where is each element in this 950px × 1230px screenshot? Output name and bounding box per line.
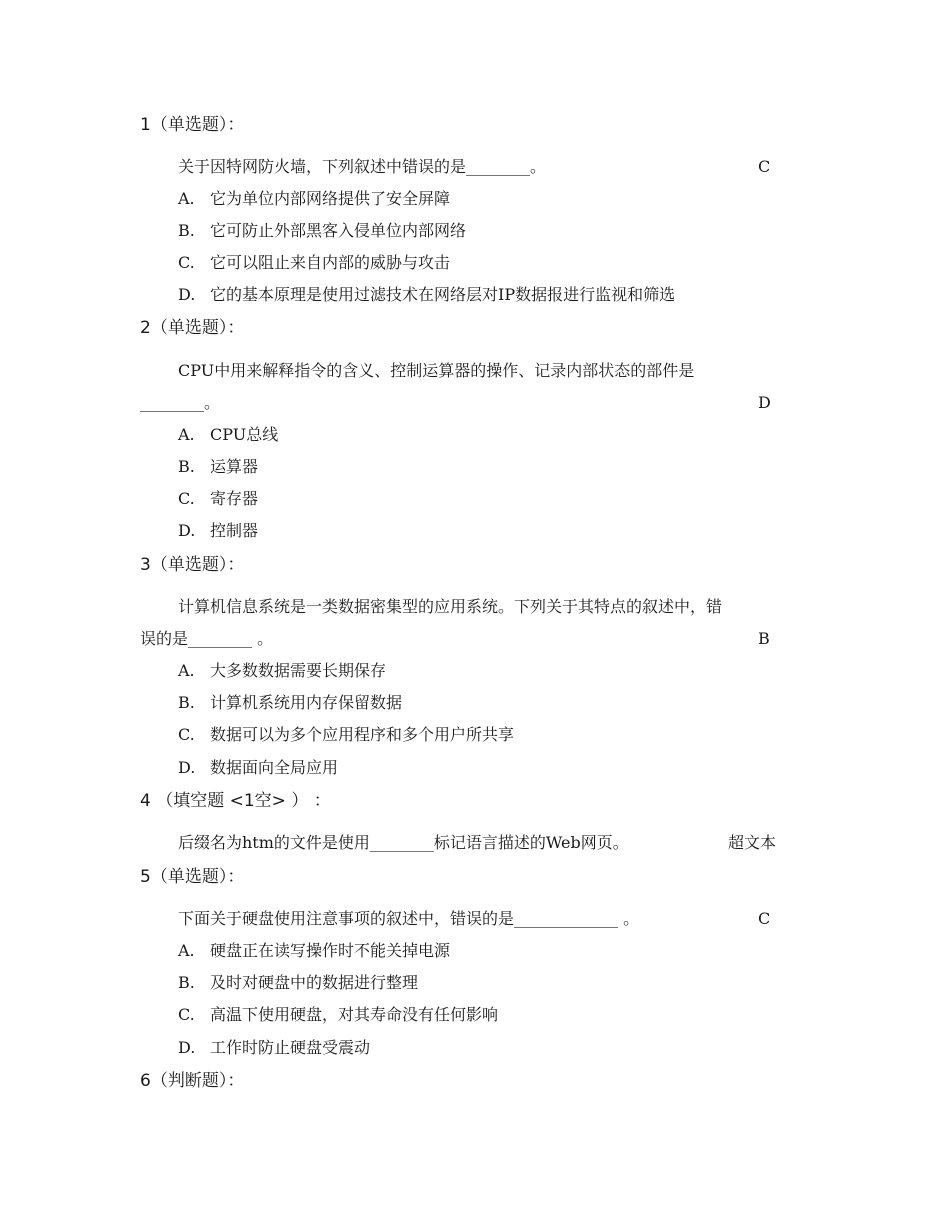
option-text: 它可以阻止来自内部的威胁与攻击 xyxy=(210,253,451,272)
question-1-heading: 1（单选题）： xyxy=(140,115,245,135)
option-letter: D. xyxy=(178,521,196,540)
question-5-stem: 下面关于硬盘使用注意事项的叙述中，错误的是_____________ 。 xyxy=(178,909,640,928)
option-letter: B. xyxy=(178,973,195,992)
option-letter: D. xyxy=(178,1038,196,1057)
option-text: 及时对硬盘中的数据进行整理 xyxy=(210,973,419,992)
question-2-stem-line-1: CPU中用来解释指令的含义、控制运算器的操作、记录内部状态的部件是 xyxy=(178,361,695,380)
question-3-stem-line-1: 计算机信息系统是一类数据密集型的应用系统。下列关于其特点的叙述中，错 xyxy=(178,597,723,616)
question-5-option-a xyxy=(178,940,450,962)
question-5-heading: 5（单选题）： xyxy=(140,867,245,887)
question-5-option-d xyxy=(178,1037,370,1059)
question-4-stem: 后缀名为htm的文件是使用________标记语言描述的Web网页。 xyxy=(178,833,629,852)
question-3-answer: B xyxy=(758,629,770,648)
question-1-answer: C xyxy=(758,157,771,176)
question-1-option-d xyxy=(178,284,675,306)
option-text: 数据可以为多个应用程序和多个用户所共享 xyxy=(210,725,515,744)
question-2-stem-line-2: ________。 xyxy=(140,393,221,412)
question-1-option-b xyxy=(178,220,466,242)
option-text: CPU总线 xyxy=(210,425,279,444)
option-text: 控制器 xyxy=(210,521,259,540)
question-3-option-d xyxy=(178,757,338,779)
question-5-option-b xyxy=(178,972,418,994)
option-text: 大多数数据需要长期保存 xyxy=(210,661,387,680)
option-text: 它可防止外部黑客入侵单位内部网络 xyxy=(210,221,467,240)
option-text: 它为单位内部网络提供了安全屏障 xyxy=(210,189,451,208)
question-3-option-b xyxy=(178,692,402,714)
question-3-stem-line-2: 误的是________ 。 xyxy=(140,629,274,648)
option-letter: C. xyxy=(178,253,195,272)
question-6-heading: 6（判断题）： xyxy=(140,1071,245,1091)
question-3-heading: 3（单选题）： xyxy=(140,555,245,575)
option-letter: A. xyxy=(178,941,195,960)
option-letter: C. xyxy=(178,489,195,508)
question-2-answer: D xyxy=(758,393,771,412)
question-2-option-d xyxy=(178,520,258,542)
question-3-option-a xyxy=(178,660,386,682)
option-letter: A. xyxy=(178,425,195,444)
option-text: 它的基本原理是使用过滤技术在网络层对IP数据报进行监视和筛选 xyxy=(210,285,676,304)
option-text: 数据面向全局应用 xyxy=(210,758,339,777)
option-letter: B. xyxy=(178,693,195,712)
option-text: 寄存器 xyxy=(210,489,259,508)
question-1-stem: 关于因特网防火墙，下列叙述中错误的是________。 xyxy=(178,157,547,176)
option-letter: A. xyxy=(178,189,195,208)
option-letter: C. xyxy=(178,1005,195,1024)
option-text: 计算机系统用内存保留数据 xyxy=(210,693,403,712)
question-4-heading: 4 （填空题 <1空> ） ： xyxy=(140,791,331,811)
option-text: 工作时防止硬盘受震动 xyxy=(210,1038,371,1057)
option-text: 硬盘正在读写操作时不能关掉电源 xyxy=(210,941,451,960)
option-letter: D. xyxy=(178,758,196,777)
question-1-option-c xyxy=(178,252,450,274)
option-text: 运算器 xyxy=(210,457,259,476)
option-letter: C. xyxy=(178,725,195,744)
option-letter: B. xyxy=(178,457,195,476)
question-3-option-c xyxy=(178,724,514,746)
question-2-option-b xyxy=(178,456,258,478)
question-5-answer: C xyxy=(758,909,771,928)
option-letter: A. xyxy=(178,661,195,680)
option-letter: D. xyxy=(178,285,196,304)
question-5-option-c xyxy=(178,1004,498,1026)
question-2-option-a xyxy=(178,424,278,446)
question-4-answer: 超文本 xyxy=(728,833,777,852)
question-2-option-c xyxy=(178,488,258,510)
option-text: 高温下使用硬盘，对其寿命没有任何影响 xyxy=(210,1005,499,1024)
option-letter: B. xyxy=(178,221,195,240)
question-1-option-a xyxy=(178,188,450,210)
question-2-heading: 2（单选题）： xyxy=(140,318,245,338)
